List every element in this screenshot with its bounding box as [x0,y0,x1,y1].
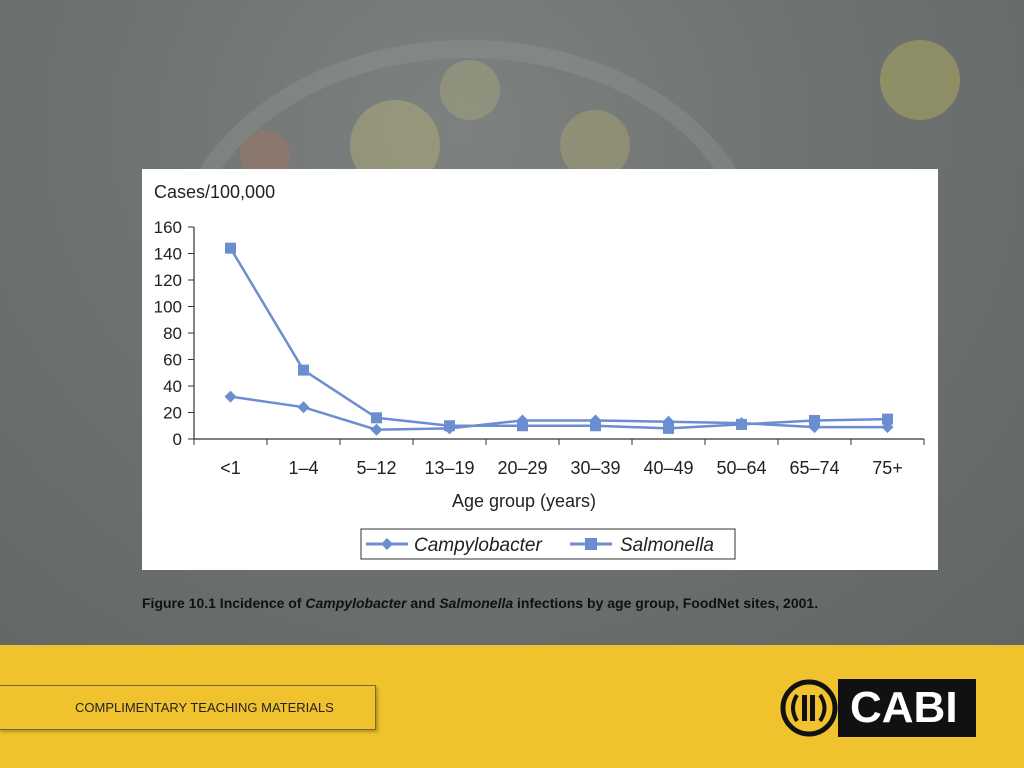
data-point-salmonella [590,420,601,431]
data-point-salmonella [809,415,820,426]
caption-and: and [406,595,440,611]
caption-salmonella: Salmonella [439,595,514,611]
teaching-materials-label: COMPLIMENTARY TEACHING MATERIALS [75,700,334,715]
y-tick-label: 120 [153,271,182,290]
legend-label-salmonella: Salmonella [620,535,714,556]
y-tick-label: 40 [163,377,182,396]
data-point-salmonella [444,420,455,431]
caption-campylobacter: Campylobacter [305,595,407,611]
data-point-campylobacter [298,401,310,413]
teaching-materials-box [0,685,376,730]
x-tick-label: 20–29 [497,458,548,478]
x-tick-label: 75+ [872,458,903,478]
figure-caption [142,593,942,613]
x-tick-label: 30–39 [570,458,621,478]
y-tick-label: 160 [153,218,182,237]
axes-group [154,218,924,478]
incidence-line-chart [142,169,938,570]
y-tick-label: 140 [153,244,182,264]
colony-blob [880,40,960,120]
x-tick-label: 5–12 [356,458,397,478]
caption-prefix: Figure 10.1 Incidence of [142,595,306,611]
data-point-salmonella [298,365,309,376]
data-point-salmonella [882,414,893,425]
x-tick-label: 13–19 [424,458,475,478]
y-tick-label: 100 [153,297,182,317]
series-line-salmonella [231,248,888,428]
series-group [225,243,894,436]
y-tick-label: 80 [163,324,182,343]
data-point-salmonella [517,420,528,431]
y-tick-label: 60 [163,350,182,370]
legend-marker-salmonella [585,538,597,550]
data-point-salmonella [736,419,747,430]
data-point-salmonella [663,423,674,434]
legend [361,529,735,559]
cabi-logo-text: CABI [850,683,958,732]
chart-panel [142,169,938,570]
data-point-campylobacter [371,424,383,436]
colony-blob [440,60,500,120]
x-tick-label: 1–4 [288,458,319,478]
y-tick-label: 20 [163,403,182,423]
x-tick-label: 65–74 [789,458,840,478]
y-tick-label: 0 [172,430,182,449]
data-point-salmonella [371,412,382,423]
x-tick-label: <1 [220,458,241,478]
x-tick-label: 40–49 [643,458,694,478]
y-axis-label: Cases/100,000 [154,182,276,202]
caption-suffix: infections by age group, FoodNet sites, 2001. [513,595,819,611]
cabi-logo [780,679,976,737]
cabi-logo-box [838,679,976,737]
data-point-campylobacter [225,391,237,403]
legend-label-campylobacter: Campylobacter [414,535,542,556]
cabi-logo-mark-icon [780,679,838,737]
data-point-salmonella [225,243,236,254]
x-tick-label: 50–64 [716,458,767,478]
x-axis-label: Age group (years) [451,491,597,511]
